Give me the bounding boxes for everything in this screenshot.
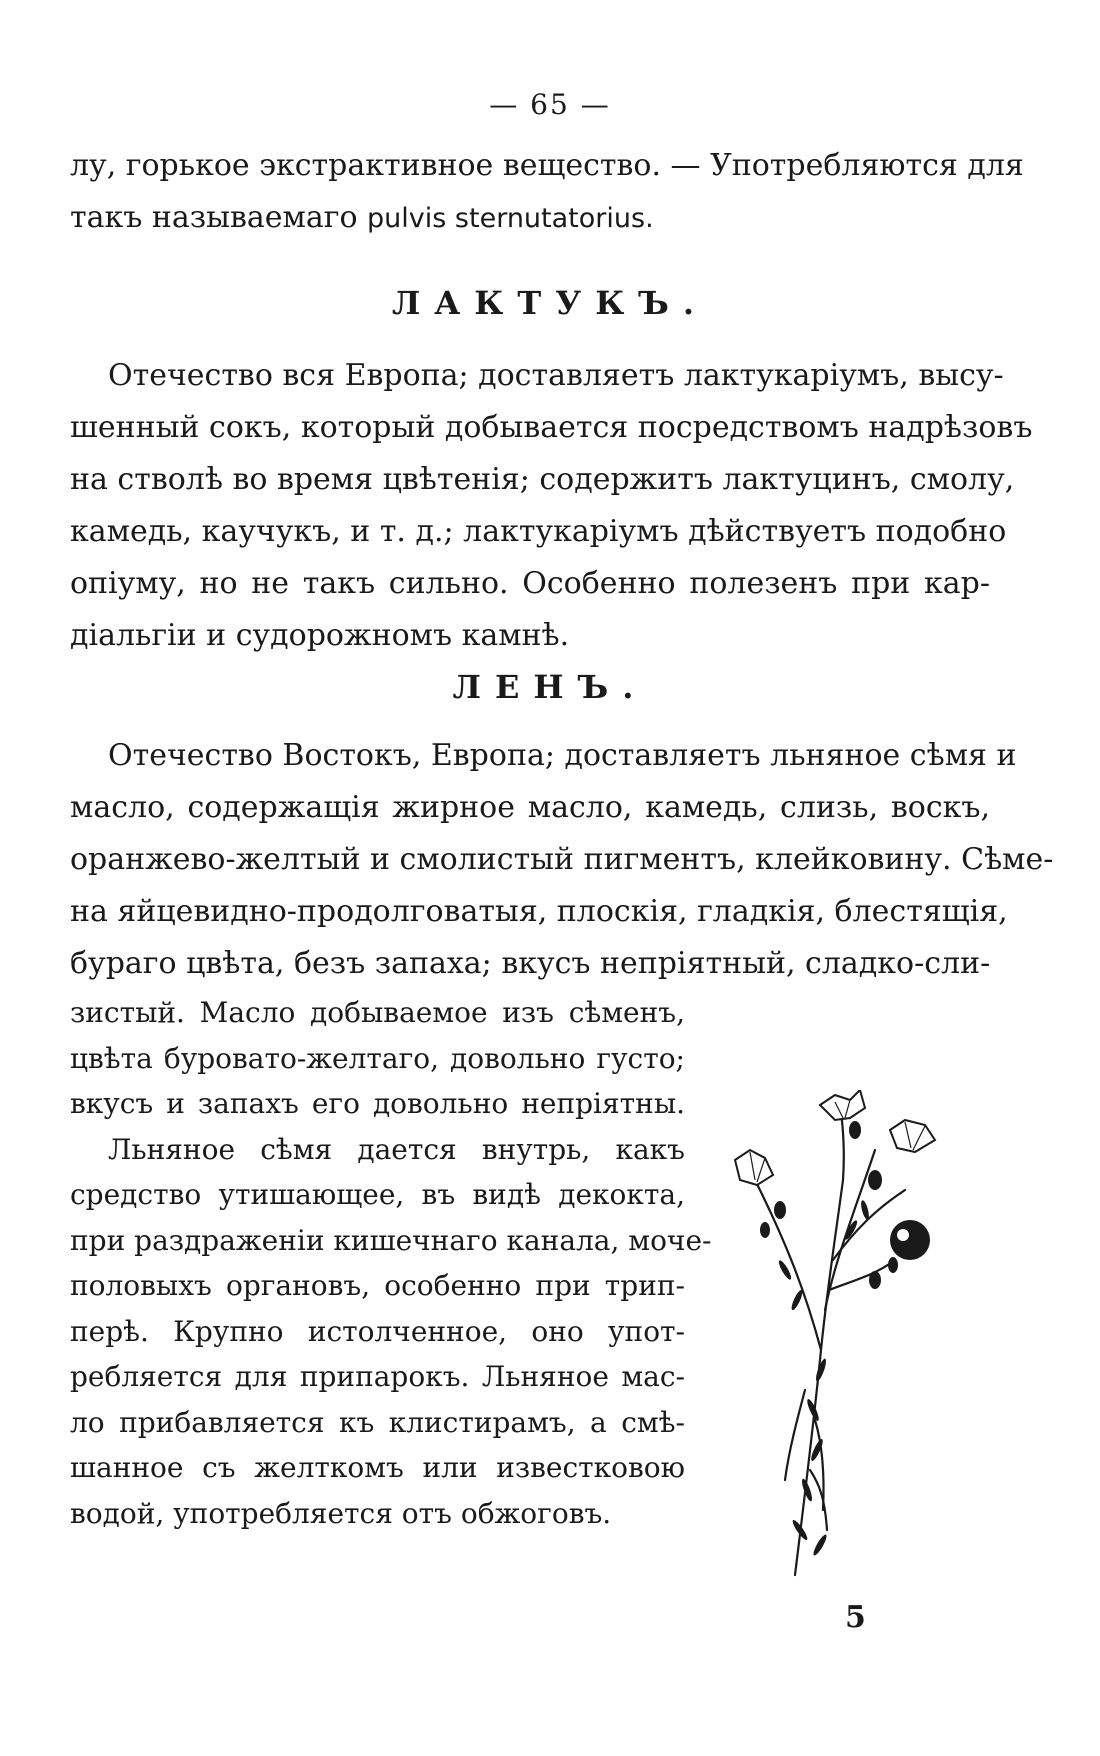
page-number: — 65 —	[489, 88, 611, 121]
section-laktuk-body	[70, 350, 1033, 662]
text-line: масло, содержащія жирное масло, камедь, слизь, воскъ,	[70, 790, 990, 825]
top-fragment	[70, 140, 1024, 245]
text-line: Отечество Востокъ, Европа; доставляетъ льняное сѣмя и	[108, 738, 1017, 773]
text-line: оранжево-желтый и смолистый пигментъ, клейковину. Сѣме-	[70, 842, 1054, 877]
text-line: цвѣта буровато-желтаго, довольно густо;	[70, 1041, 685, 1075]
section-heading-laktuk: ЛАКТУКЪ.	[391, 284, 709, 322]
text-line: опіуму, но не такъ сильно. Особенно полезенъ при кар-	[70, 566, 990, 601]
text-line: на стволѣ во время цвѣтенія; содержитъ лактуцинъ, смолу,	[70, 462, 1015, 497]
text-line: шенный сокъ, который добывается посредствомъ надрѣзовъ	[70, 410, 1033, 445]
text-line: половыхъ органовъ, особенно при трип-	[70, 1269, 685, 1302]
text-line: камедь, каучукъ, и т. д.; лактукаріумъ дѣйствуетъ подобно	[70, 514, 1007, 549]
text-line: Отечество вся Европа; доставляетъ лактукаріумъ, высу-	[108, 358, 1004, 393]
text-line: ребляется для припарокъ. Льняное мас-	[70, 1360, 685, 1393]
text-line: ло прибавляется къ клистирамъ, а смѣ-	[70, 1405, 685, 1439]
text-line: такъ называемаго pulvis sternutatorius.	[70, 200, 654, 235]
text-line: при раздраженіи кишечнаго канала, моче-	[70, 1223, 712, 1257]
section-len-narrow-body	[70, 990, 712, 1536]
section-len-body	[70, 730, 1054, 990]
text-line: водой, употребляется отъ обжоговъ.	[70, 1496, 612, 1530]
latin-term: pulvis sternutatorius.	[367, 203, 654, 234]
section-heading-len: ЛЕНЪ.	[452, 668, 648, 706]
text-line: лу, горькое экстрактивное вещество. — Употребляются для	[70, 148, 1024, 183]
text-line: шанное съ желткомъ или известковою	[70, 1451, 685, 1484]
text-line: на яйцевидно-продолговатыя, плоскія, гладкія, блестящія,	[70, 894, 1008, 929]
text-line: перѣ. Крупно истолченное, оно упот-	[70, 1314, 685, 1348]
flax-plant-illustration-icon	[725, 1090, 975, 1580]
text-line: зистый. Масло добываемое изъ сѣменъ,	[70, 996, 685, 1029]
text-line: средство утишающее, въ видѣ декокта,	[70, 1178, 685, 1211]
signature-mark: 5	[845, 1600, 866, 1635]
text-line: Льняное сѣмя дается внутрь, какъ	[108, 1132, 685, 1166]
text-line: бураго цвѣта, безъ запаха; вкусъ непріятный, сладко-сли-	[70, 946, 991, 981]
text-line: діальгіи и судорожномъ камнѣ.	[70, 618, 570, 653]
text-line: вкусъ и запахъ его довольно непріятны.	[70, 1087, 685, 1120]
